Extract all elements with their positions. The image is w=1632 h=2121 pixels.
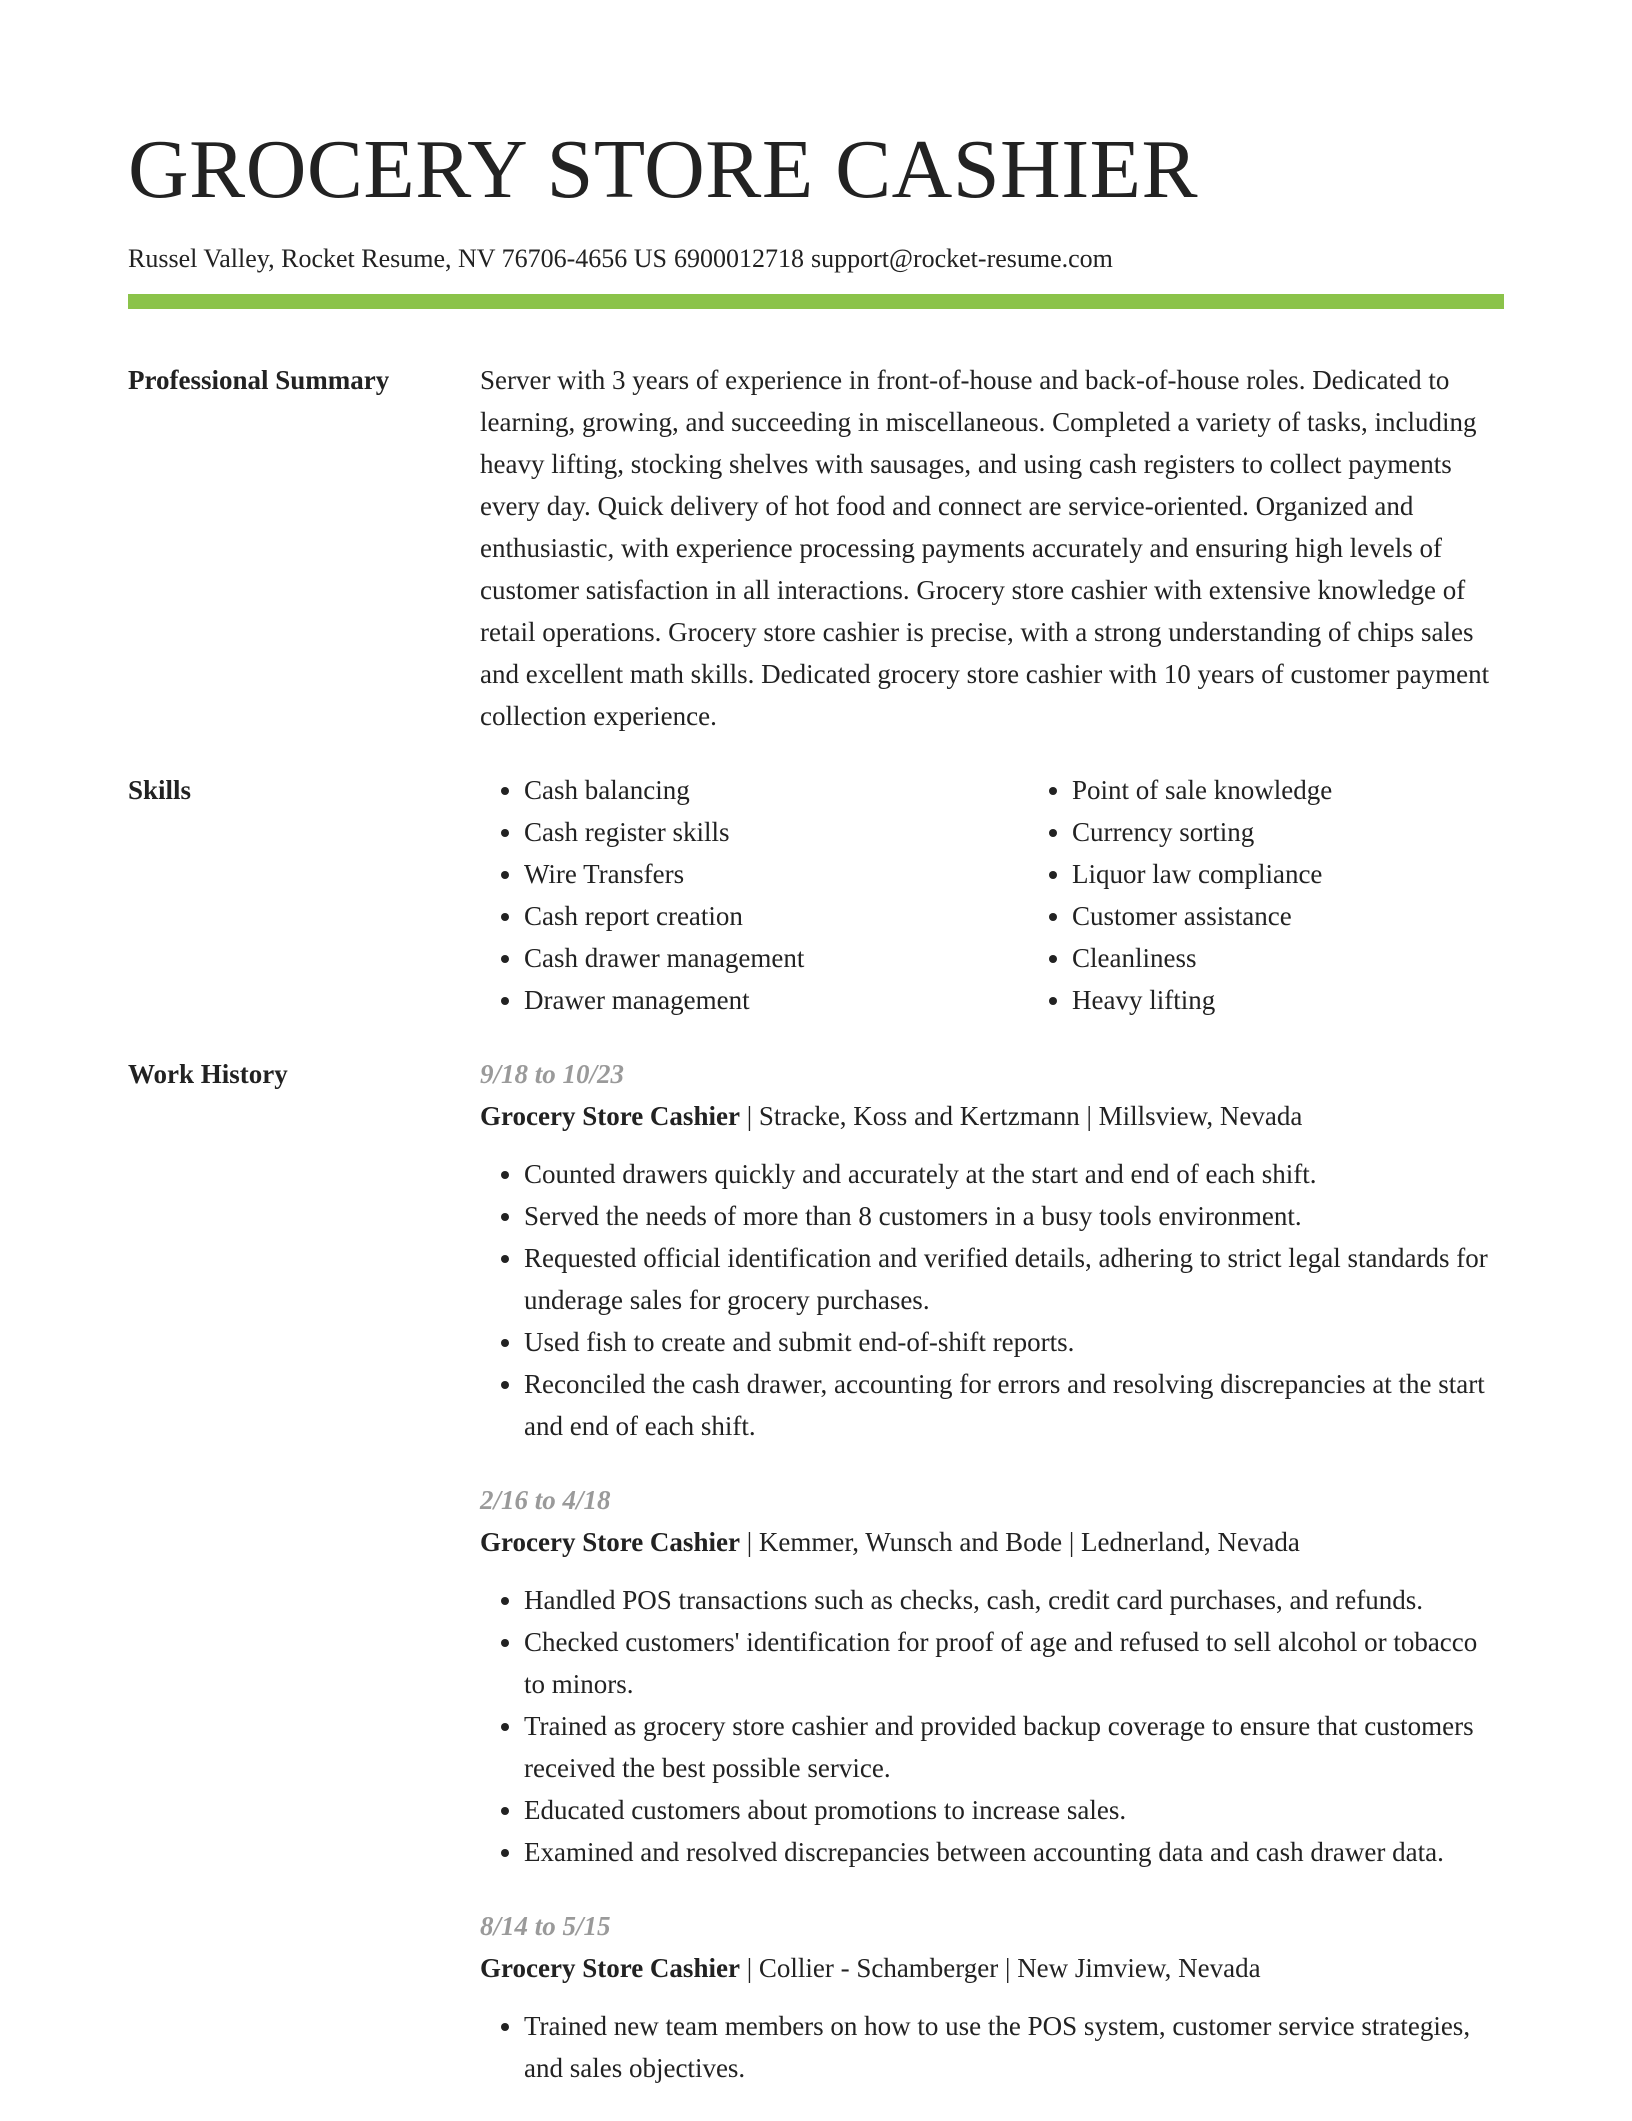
- job-separator: |: [1068, 1527, 1075, 1557]
- skills-list-left: [480, 769, 1028, 1021]
- job-bullet: • Served the needs of more than 8 customers in a busy tools environment.: [524, 1195, 1504, 1237]
- job-separator: |: [746, 1527, 753, 1557]
- skills-section: [128, 769, 1504, 1021]
- skills-list-right: [1028, 769, 1576, 1021]
- summary-section: [128, 359, 1504, 737]
- job-title: Grocery Store Cashier: [480, 1101, 740, 1131]
- job-bullet: • Examined and resolved discrepancies between accounting data and cash drawer data.: [524, 1831, 1504, 1873]
- job-bullets: [480, 1579, 1504, 1873]
- job-bullet: • Trained as grocery store cashier and provided backup coverage to ensure that customers received the best possible service.: [524, 1705, 1504, 1789]
- skill-item: • Cleanliness: [1072, 937, 1576, 979]
- job-dates: 8/14 to 5/15: [480, 1911, 611, 1941]
- job-company: Stracke, Koss and Kertzmann: [758, 1101, 1080, 1131]
- job-dates: 2/16 to 4/18: [480, 1485, 611, 1515]
- job-entry: [480, 1053, 1504, 1447]
- job-bullet: • Educated customers about promotions to increase sales.: [524, 1789, 1504, 1831]
- contact-phone: 6900012718: [674, 244, 804, 273]
- job-entry: [480, 1479, 1504, 1873]
- job-bullet: • Reconciled the cash drawer, accounting for errors and resolving discrepancies at the start and end of each shift.: [524, 1363, 1504, 1447]
- job-separator: |: [746, 1953, 753, 1983]
- job-bullet: • Trained new team members on how to use the POS system, customer service strategies, and sales objectives.: [524, 2005, 1504, 2089]
- job-bullet: • Checked customers' identification for proof of age and refused to sell alcohol or tobacco to minors.: [524, 1621, 1504, 1705]
- work-history-heading: Work History: [128, 1059, 288, 1089]
- job-bullets: [480, 2005, 1504, 2089]
- contact-address: Russel Valley, Rocket Resume, NV 76706-4656 US: [128, 244, 667, 273]
- skills-heading: Skills: [128, 775, 192, 805]
- job-bullet: • Requested official identification and verified details, adhering to strict legal standards for underage sales for grocery purchases.: [524, 1237, 1504, 1321]
- job-separator: |: [746, 1101, 753, 1131]
- job-separator: |: [1005, 1953, 1011, 1983]
- job-separator: |: [1086, 1101, 1092, 1131]
- skill-item: • Customer assistance: [1072, 895, 1576, 937]
- job-bullet: • Handled POS transactions such as checks, cash, credit card purchases, and refunds.: [524, 1579, 1504, 1621]
- job-title-line: [480, 1095, 1504, 1137]
- skill-item: • Liquor law compliance: [1072, 853, 1576, 895]
- job-bullets: [480, 1153, 1504, 1447]
- resume-page: [128, 0, 1504, 2121]
- skill-item: • Cash balancing: [524, 769, 1028, 811]
- skill-item: • Cash drawer management: [524, 937, 1028, 979]
- skill-item: • Drawer management: [524, 979, 1028, 1021]
- accent-divider: [128, 294, 1504, 309]
- resume-name: GROCERY STORE CASHIER: [128, 123, 1199, 216]
- work-history-section: [128, 1053, 1504, 2121]
- skill-item: • Heavy lifting: [1072, 979, 1576, 1021]
- job-location: Lednerland, Nevada: [1081, 1527, 1300, 1557]
- skill-item: • Currency sorting: [1072, 811, 1576, 853]
- contact-line: [128, 242, 1504, 276]
- job-title-line: [480, 1947, 1504, 1989]
- skill-item: • Wire Transfers: [524, 853, 1028, 895]
- summary-heading: Professional Summary: [128, 365, 390, 395]
- job-company: Kemmer, Wunsch and Bode: [758, 1527, 1063, 1557]
- job-title: Grocery Store Cashier: [480, 1527, 740, 1557]
- job-title: Grocery Store Cashier: [480, 1953, 740, 1983]
- job-company: Collier - Schamberger: [758, 1953, 999, 1983]
- job-location: Millsview, Nevada: [1098, 1101, 1303, 1131]
- contact-email: support@rocket-resume.com: [811, 244, 1113, 273]
- job-title-line: [480, 1521, 1504, 1563]
- skill-item: • Cash register skills: [524, 811, 1028, 853]
- skill-item: • Point of sale knowledge: [1072, 769, 1576, 811]
- job-dates: 9/18 to 10/23: [480, 1059, 625, 1089]
- summary-text: Server with 3 years of experience in front-of-house and back-of-house roles. Dedicated to learning, growing, and succeeding in miscellaneous. Completed a variety of tasks, including heavy lifting, stocking shelves with sausages, and using cash registers to collect payments every day. Quick delivery of hot food and connect are service-oriented. Organized and enthusiastic, with experience processing payments accurately and ensuring high levels of customer satisfaction in all interactions. Grocery store cashier with extensive knowledge of retail operations. Grocery store cashier is precise, with a strong understanding of chips sales and excellent math skills. Dedicated grocery store cashier with 10 years of customer payment collection experience.: [480, 365, 1490, 731]
- job-location: New Jimview, Nevada: [1017, 1953, 1261, 1983]
- job-bullet: • Counted drawers quickly and accurately at the start and end of each shift.: [524, 1153, 1504, 1195]
- job-entry: [480, 1905, 1504, 2089]
- skill-item: • Cash report creation: [524, 895, 1028, 937]
- job-bullet: • Used fish to create and submit end-of-shift reports.: [524, 1321, 1504, 1363]
